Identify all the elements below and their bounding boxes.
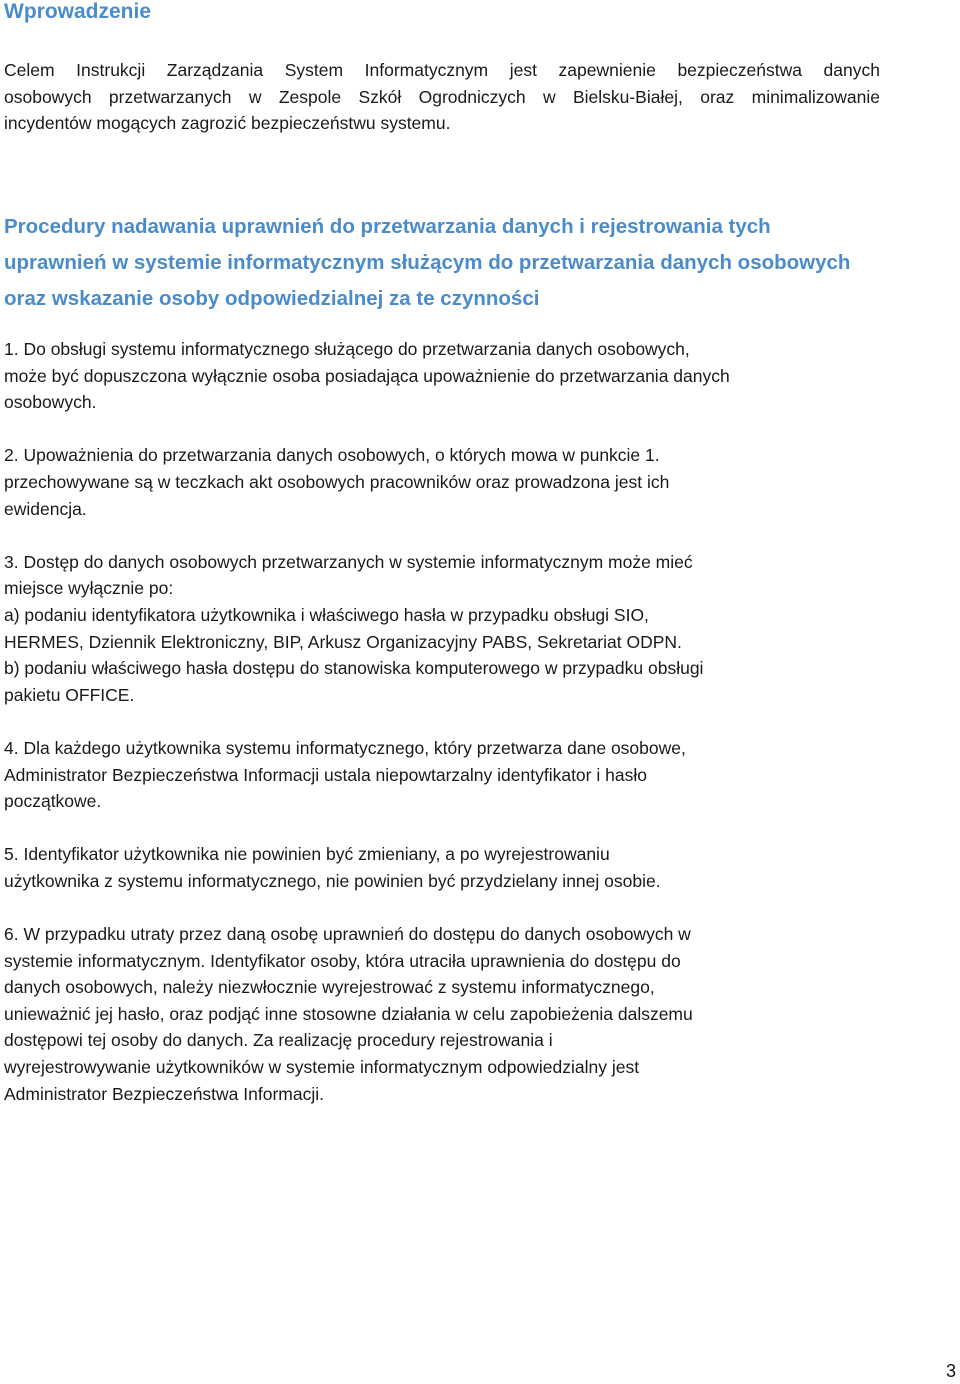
intro-line: osobowych przetwarzanych w Zespole Szkół Ogrodniczych w Bielsku-Białej, oraz minimalizowanie (4, 86, 880, 107)
paragraph-line: 2. Upoważnienia do przetwarzania danych osobowych, o których mowa w punkcie 1. (4, 445, 660, 466)
paragraph-line: może być dopuszczona wyłącznie osoba posiadająca upoważnienie do przetwarzania danych (4, 365, 730, 386)
paragraph-line: danych osobowych, należy niezwłocznie wyrejestrować z systemu informatycznego, (4, 977, 655, 998)
intro-line: Celem Instrukcji Zarządzania System Informatycznym jest zapewnienie bezpieczeństwa danych (4, 60, 880, 80)
intro-line: incydentów mogących zagrozić bezpieczeństwu systemu. (4, 113, 451, 133)
paragraph-line: osobowych. (4, 392, 97, 413)
paragraph-line: użytkownika z systemu informatycznego, nie powinien być przydzielany innej osobie. (4, 870, 661, 891)
paragraph-line: unieważnić jej hasło, oraz podjąć inne stosowne działania w celu zapobieżenia dalszemu (4, 1003, 693, 1024)
paragraph-line: początkowe. (4, 791, 102, 812)
paragraph-line: ewidencja. (4, 498, 87, 519)
paragraph-line: przechowywane są w teczkach akt osobowych pracowników oraz prowadzona jest ich (4, 471, 670, 492)
page-heading: Wprowadzenie (4, 0, 152, 23)
paragraph-line: HERMES, Dziennik Elektroniczny, BIP, Arkusz Organizacyjny PABS, Sekretariat ODPN. (4, 631, 682, 652)
numbered-paragraph-6 (4, 921, 944, 1107)
paragraph-line: miejsce wyłącznie po: (4, 578, 174, 599)
paragraph-line: 4. Dla każdego użytkownika systemu informatycznego, który przetwarza dane osobowe, (4, 737, 686, 758)
page-number: 3 (945, 1361, 956, 1381)
numbered-paragraph-4 (4, 735, 944, 815)
paragraph-line: systemie informatycznym. Identyfikator osoby, która utraciła uprawnienia do dostępu do (4, 950, 681, 971)
numbered-paragraph-1 (4, 336, 944, 416)
paragraph-line: wyrejestrowywanie użytkowników w systemie informatycznym odpowiedzialny jest (4, 1057, 640, 1078)
section-body (4, 336, 944, 1134)
paragraph-line: Administrator Bezpieczeństwa Informacji. (4, 1083, 324, 1104)
section-heading (4, 209, 944, 317)
section-heading-line: oraz wskazanie osoby odpowiedzialnej za te czynności (4, 287, 540, 310)
paragraph-line: 1. Do obsługi systemu informatycznego służącego do przetwarzania danych osobowych, (4, 339, 690, 359)
paragraph-line: pakietu OFFICE. (4, 684, 135, 705)
paragraph-line: dostępowi tej osoby do danych. Za realizację procedury rejestrowania i (4, 1030, 553, 1051)
paragraph-line: Administrator Bezpieczeństwa Informacji ustala niepowtarzalny identyfikator i hasło (4, 764, 647, 785)
paragraph-line: b) podaniu właściwego hasła dostępu do stanowiska komputerowego w przypadku obsługi (4, 658, 704, 679)
numbered-paragraph-3 (4, 549, 944, 709)
section-heading-line: uprawnień w systemie informatycznym służącym do przetwarzania danych osobowych (4, 251, 851, 274)
paragraph-line: a) podaniu identyfikatora użytkownika i właściwego hasła w przypadku obsługi SIO, (4, 604, 649, 625)
paragraph-line: 3. Dostęp do danych osobowych przetwarzanych w systemie informatycznym może mieć (4, 551, 693, 572)
paragraph-line: 6. W przypadku utraty przez daną osobę uprawnień do dostępu do danych osobowych w (4, 924, 691, 945)
numbered-paragraph-5 (4, 841, 944, 894)
paragraph-line: 5. Identyfikator użytkownika nie powinien być zmieniany, a po wyrejestrowaniu (4, 844, 610, 865)
intro-paragraph (4, 57, 880, 137)
numbered-paragraph-2 (4, 442, 944, 522)
section-heading-line: Procedury nadawania uprawnień do przetwarzania danych i rejestrowania tych (4, 215, 771, 238)
